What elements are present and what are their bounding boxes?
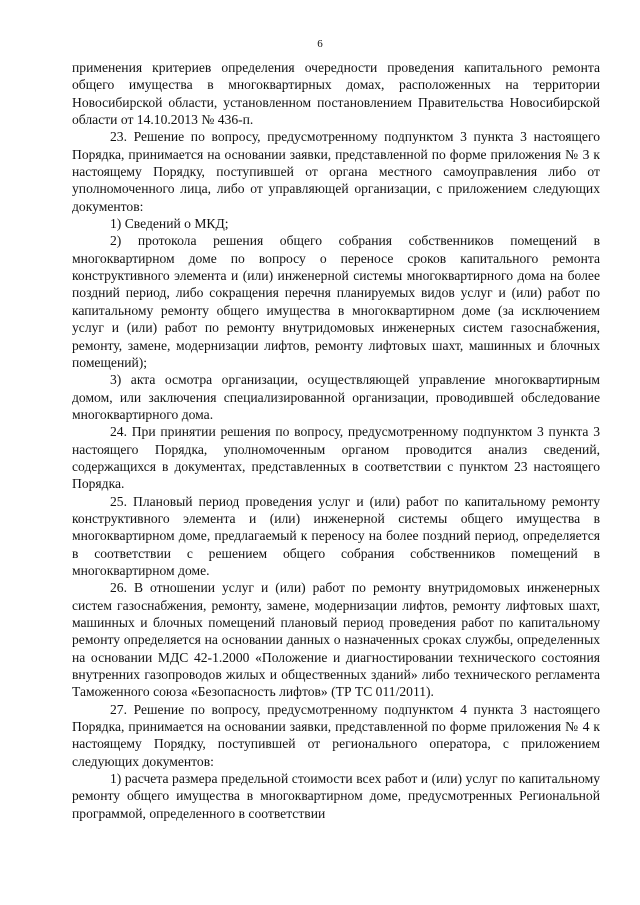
paragraph-subitem-1: 1) Сведений о МКД; [110, 216, 229, 232]
paragraph-item-27: 27. Решение по вопросу, предусмотренному подпунктом 4 пункта 3 настоящего Порядка, принимается на основании заявки, представленной по форме приложения № 4 к настоящему Порядку, поступившей от регионального оператора, с приложением следующих документов: [72, 701, 600, 769]
paragraph-item-25: 25. Плановый период проведения услуг и (или) работ по капитальному ремонту конструктивного элемента и (или) инженерной системы общего имущества в многоквартирном доме, предлагаемый к переносу на более поздний период, определяется в соответствии с решением общего собрания собственников помещений в многоквартирном доме. [72, 493, 600, 578]
paragraph-subitem-2: 2) протокола решения общего собрания собственников помещений в многоквартирном доме по вопросу о переносе сроков капитального ремонта конструктивного элемента и (или) инженерной системы многоквартирного дома на более поздний период, либо сокращения перечня планируемых видов услуг и (или) работ по капитальному ремонту общего имущества в многоквартирном доме (за исключением услуг и (или) работ по ремонту внутридомовых инженерных систем газоснабжения, ремонту, замене, модернизации лифтов, ремонту лифтовых шахт, машинных и блочных помещений); [72, 233, 600, 370]
paragraph-item-26: 26. В отношении услуг и (или) работ по ремонту внутридомовых инженерных систем газоснабжения, ремонту, замене, модернизации лифтов, ремонту лифтовых шахт, машинных и блочных помещений плановый период проведения работ по капитальному ремонту определяется на основании данных о назначенных сроках службы, определенных на основании МДС 42-1.2000 «Положение и диагностировании технического состояния внутренних газопроводов жилых и общественных зданий» либо технического регламента Таможенного союза «Безопасность лифтов» (ТР ТС 011/2011). [72, 580, 600, 700]
paragraph-continuation: применения критериев определения очередности проведения капитального ремонта общего имущества в многоквартирных домах, расположенных на территории Новосибирской области, установленном постановлением Правительства Новосибирской области от 14.10.2013 № 436-п. [72, 60, 600, 128]
paragraph-item-23: 23. Решение по вопросу, предусмотренному подпунктом 3 пункта 3 настоящего Порядка, принимается на основании заявки, представленной по форме приложения № 3 к настоящему Порядку, поступившей от органа местного самоуправления либо от уполномоченного лица, либо от управляющей организации, с приложением следующих документов: [72, 129, 600, 214]
paragraph-subitem-3: 3) акта осмотра организации, осуществляющей управление многоквартирным домом, или заключения специализированной организации, проводившей обследование многоквартирного дома. [72, 372, 600, 422]
document-body [72, 59, 600, 822]
paragraph-item-27-subitem-1: 1) расчета размера предельной стоимости всех работ и (или) услуг по капитальному ремонту общего имущества в многоквартирном доме, предусмотренных Региональной программой, определенного в соответствии [72, 771, 600, 821]
paragraph-item-24: 24. При принятии решения по вопросу, предусмотренному подпунктом 3 пункта 3 настоящего Порядка, уполномоченным органом проводится анализ сведений, содержащихся в документах, представленных в соответствии с пунктом 23 настоящего Порядка. [72, 424, 600, 492]
page-number: 6 [317, 38, 323, 50]
